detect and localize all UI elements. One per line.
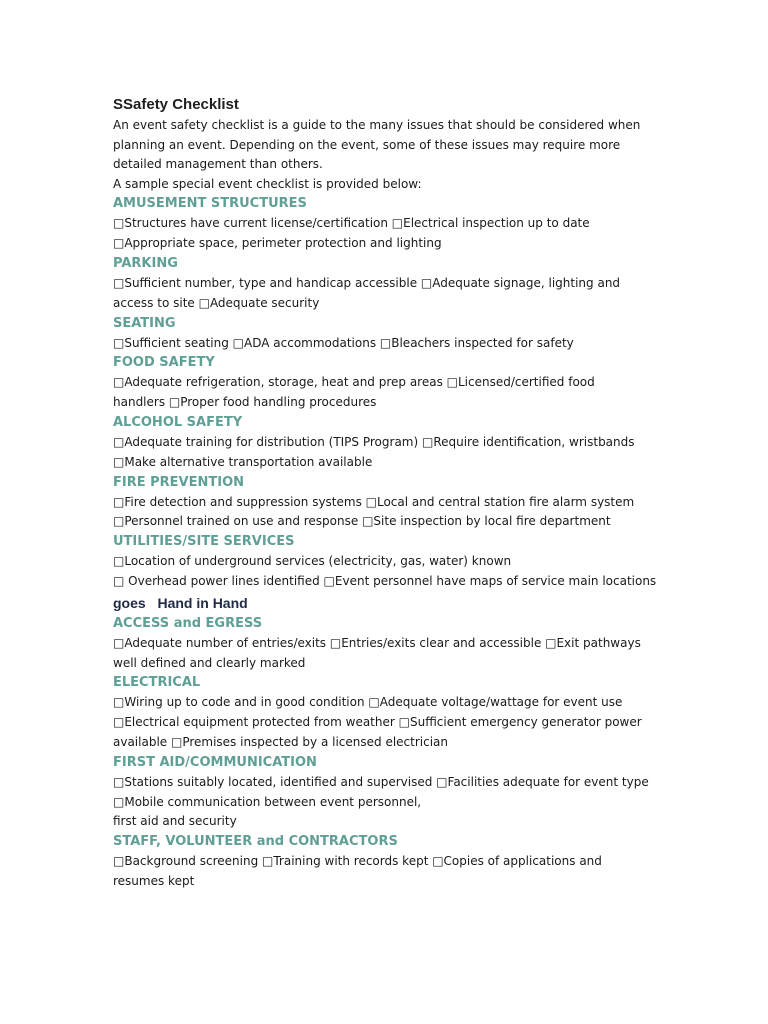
checklist-line: available □Premises inspected by a licensed electrician (113, 734, 449, 749)
document-title: SSafety Checklist (113, 96, 239, 113)
subheading-word: goes (113, 594, 146, 611)
checklist-line: □Make alternative transportation available (113, 454, 373, 469)
checklist-line: □Structures have current license/certification □Electrical inspection up to date (113, 216, 590, 231)
checklist-line: first aid and security (113, 814, 237, 829)
intro-line: planning an event. Depending on the event, some of these issues may require more (113, 137, 621, 152)
section-heading: SEATING (113, 315, 176, 331)
checklist-line: handlers □Proper food handling procedures (113, 395, 377, 410)
checklist-line: □Location of underground services (electricity, gas, water) known (113, 554, 512, 569)
checklist-line: □Electrical equipment protected from weather □Sufficient emergency generator power (113, 715, 642, 730)
checklist-line: access to site □Adequate security (113, 295, 320, 310)
section-heading: FIRST AID/COMMUNICATION (113, 754, 317, 770)
checklist-line: □Wiring up to code and in good condition □Adequate voltage/wattage for event use (113, 695, 623, 710)
checklist-section (113, 673, 653, 752)
checklist-section (113, 832, 653, 892)
section-heading: FIRE PREVENTION (113, 474, 245, 490)
checklist-section (113, 194, 653, 254)
subheading-phrase: Hand in Hand (157, 594, 248, 611)
checklist-section (113, 753, 653, 832)
checklist-sections-part1 (113, 194, 657, 591)
intro-line: A sample special event checklist is provided below: (113, 176, 422, 191)
checklist-line: □Adequate training for distribution (TIPS Program) □Require identification, wristbands (113, 434, 635, 449)
checklist-line: □Sufficient number, type and handicap accessible □Adequate signage, lighting and (113, 275, 621, 290)
section-heading: UTILITIES/SITE SERVICES (113, 534, 295, 550)
intro-line: detailed management than others. (113, 157, 323, 172)
checklist-line: □Background screening □Training with records kept □Copies of applications and (113, 854, 602, 869)
checklist-line: resumes kept (113, 873, 195, 888)
checklist-line: □ Overhead power lines identified □Event personnel have maps of service main locations (113, 573, 657, 588)
subheading (113, 592, 653, 614)
checklist-section (113, 254, 653, 314)
checklist-section (113, 353, 653, 413)
intro-paragraph (113, 116, 653, 194)
checklist-line: □Appropriate space, perimeter protection and lighting (113, 236, 442, 251)
checklist-line: □Personnel trained on use and response □Site inspection by local fire department (113, 514, 611, 529)
checklist-section (113, 413, 653, 473)
section-heading: ACCESS and EGRESS (113, 615, 263, 631)
section-heading: ELECTRICAL (113, 675, 201, 691)
checklist-line: □Sufficient seating □ADA accommodations □Bleachers inspected for safety (113, 335, 574, 350)
intro-line: An event safety checklist is a guide to the many issues that should be considered when (113, 118, 641, 132)
document-page (113, 95, 657, 892)
checklist-line: □Fire detection and suppression systems □Local and central station fire alarm system (113, 494, 635, 509)
checklist-line: □Adequate number of entries/exits □Entries/exits clear and accessible □Exit pathways (113, 635, 641, 650)
section-heading: PARKING (113, 255, 178, 271)
checklist-section (113, 314, 653, 354)
checklist-sections-part2 (113, 614, 653, 892)
section-heading: FOOD SAFETY (113, 355, 215, 371)
checklist-line: □Mobile communication between event personnel, (113, 794, 422, 809)
checklist-section (113, 473, 653, 533)
checklist-line: □Adequate refrigeration, storage, heat and prep areas □Licensed/certified food (113, 375, 595, 390)
checklist-line: well defined and clearly marked (113, 655, 306, 670)
checklist-section (113, 614, 653, 674)
section-heading: ALCOHOL SAFETY (113, 414, 243, 430)
section-heading: STAFF, VOLUNTEER and CONTRACTORS (113, 834, 398, 850)
section-heading: AMUSEMENT STRUCTURES (113, 196, 307, 212)
checklist-section (113, 532, 657, 592)
checklist-line: □Stations suitably located, identified and supervised □Facilities adequate for event type (113, 774, 649, 789)
